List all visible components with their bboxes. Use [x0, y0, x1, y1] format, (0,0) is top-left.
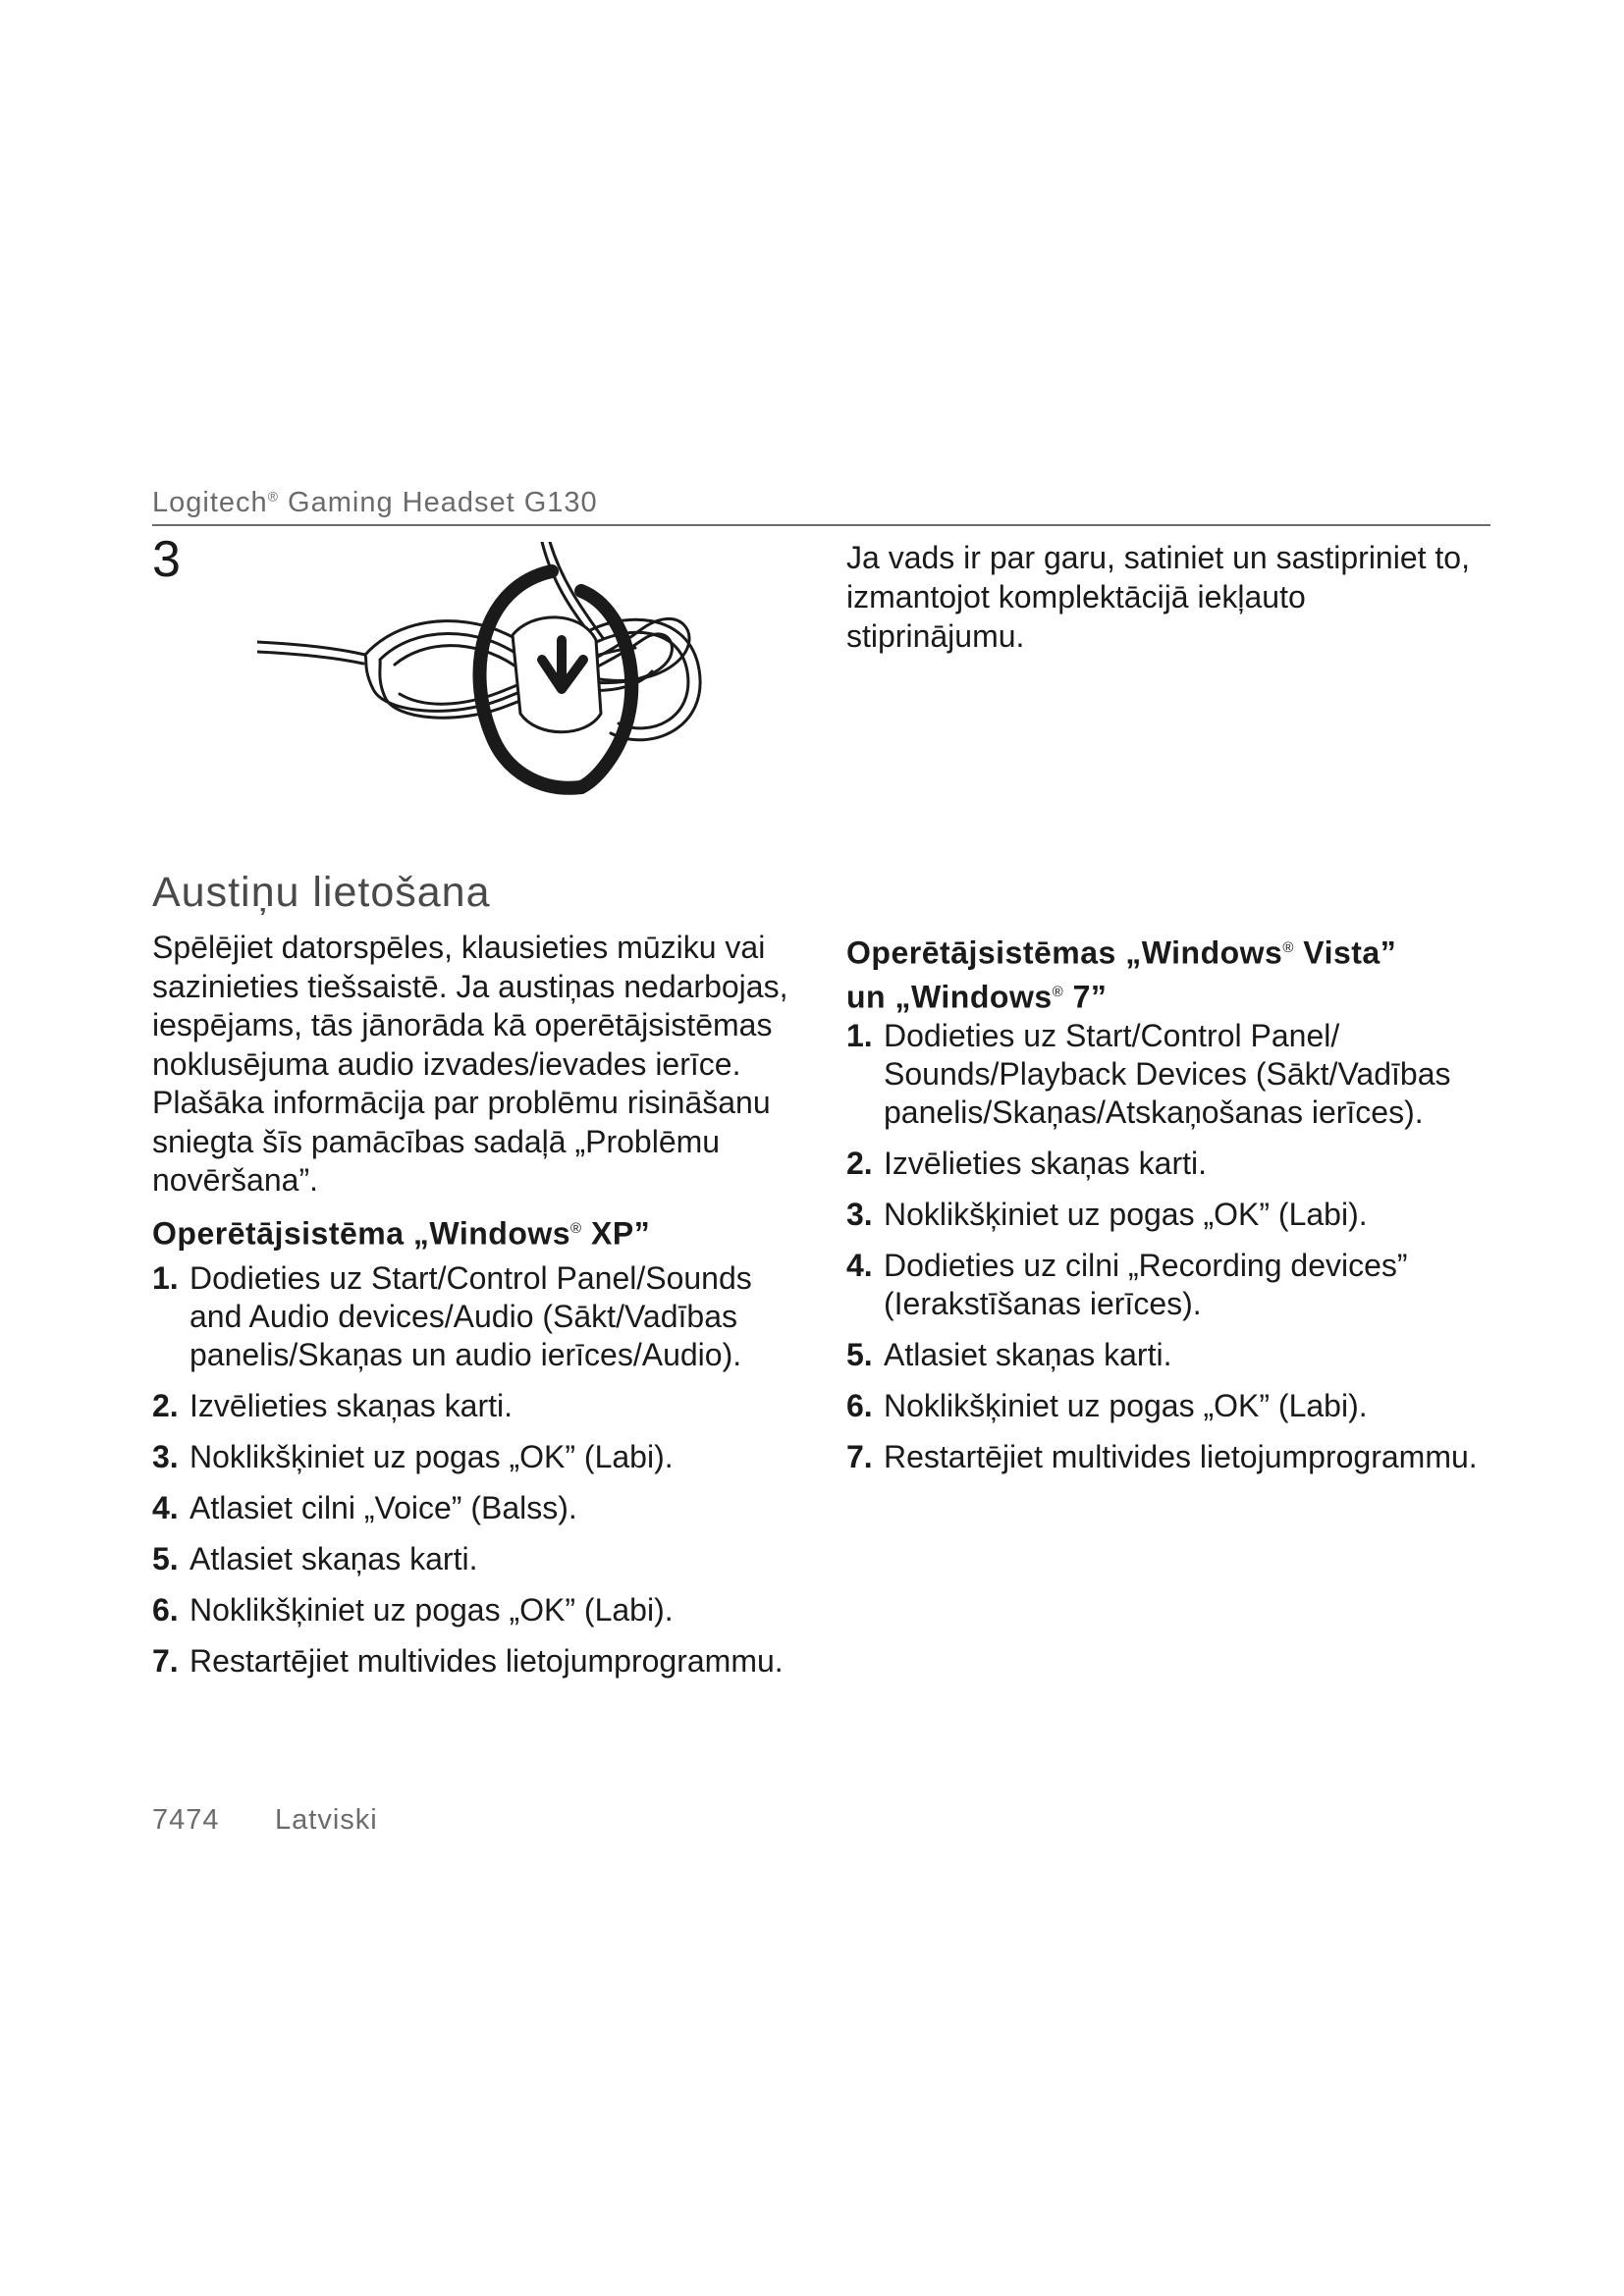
list-item [846, 1387, 1494, 1425]
vista-steps-list [846, 1017, 1494, 1489]
step-text: Noklikšķiniet uz pogas „OK” (Labi). [189, 1592, 674, 1628]
step-text: Restartējiet multivides lietojumprogrammu. [189, 1643, 784, 1679]
step-description: Ja vads ir par garu, satiniet un sastipriniet to, izmantojot komplektācijā iekļauto stiprinājumu. [846, 540, 1470, 654]
cable-tie-icon [257, 542, 709, 822]
step-index: 2. [152, 1388, 179, 1423]
step-text: Atlasiet skaņas karti. [189, 1541, 478, 1576]
step-text: Atlasiet skaņas karti. [884, 1337, 1172, 1372]
vista-heading-part: 7” [1063, 979, 1108, 1015]
step-text: Noklikšķiniet uz pogas „OK” (Labi). [189, 1439, 674, 1474]
xp-heading-part: XP” [581, 1215, 651, 1252]
list-item [846, 1017, 1494, 1132]
step-text: Noklikšķiniet uz pogas „OK” (Labi). [884, 1197, 1368, 1232]
step-text: Atlasiet cilni „Voice” (Balss). [189, 1490, 577, 1525]
step-index: 2. [846, 1146, 873, 1181]
step-index: 6. [846, 1388, 873, 1423]
product-name: Gaming Headset G130 [278, 487, 598, 518]
registered-mark: ® [267, 488, 279, 505]
vista-heading-part: un „Windows [846, 979, 1053, 1015]
step-text: Restartējiet multivides lietojumprogrammu. [884, 1439, 1478, 1474]
step-index: 5. [152, 1541, 179, 1576]
step-index: 4. [846, 1248, 873, 1283]
step-number: 3 [152, 531, 181, 588]
footer-language: Latviski [275, 1804, 378, 1836]
header-divider [152, 524, 1490, 526]
list-item [152, 1540, 800, 1578]
list-item [846, 1247, 1494, 1323]
step-index: 7. [152, 1643, 179, 1679]
section-intro: Spēlējiet datorspēles, klausieties mūziku vai sazinieties tiešsaistē. Ja austiņas nedarbojas, iespējams, tās jānorāda kā operētājsistēmas noklusējuma audio izvades/ievades ierīce. Plašāka informācija par problēmu risināšanu sniegta šīs pamācības sadaļā „Problēmu novēršana”. [152, 930, 788, 1198]
registered-mark: ® [1282, 939, 1294, 956]
list-item [846, 1336, 1494, 1374]
registered-mark: ® [1052, 983, 1064, 1000]
list-item [152, 1387, 800, 1425]
step-index: 1. [846, 1018, 873, 1053]
xp-steps-list [152, 1259, 800, 1693]
xp-heading [152, 1209, 650, 1254]
list-item [152, 1591, 800, 1629]
step-text: Dodieties uz Start/Control Panel/ Sounds/Playback Devices (Sākt/Vadības panelis/Skaņas/Atskaņošanas ierīces). [884, 1018, 1451, 1130]
step-index: 6. [152, 1592, 179, 1628]
document-header [152, 487, 598, 519]
step-index: 5. [846, 1337, 873, 1372]
registered-mark: ® [570, 1220, 582, 1237]
step-index: 3. [846, 1197, 873, 1232]
list-item [152, 1438, 800, 1476]
step-index: 3. [152, 1439, 179, 1474]
vista-heading-part: Operētājsistēmas „Windows [846, 934, 1283, 971]
step-index: 1. [152, 1260, 179, 1296]
list-item [152, 1259, 800, 1374]
list-item [846, 1145, 1494, 1183]
list-item [152, 1489, 800, 1527]
step-index: 4. [152, 1490, 179, 1525]
list-item [152, 1642, 800, 1681]
step-text: Noklikšķiniet uz pogas „OK” (Labi). [884, 1388, 1368, 1423]
list-item [846, 1438, 1494, 1476]
section-title: Austiņu lietošana [152, 869, 491, 916]
vista-heading-part: Vista” [1293, 934, 1397, 971]
vista-heading [846, 929, 1494, 1016]
step-text: Dodieties uz Start/Control Panel/Sounds and Audio devices/Audio (Sākt/Vadības panelis/Skaņas un audio ierīces/Audio). [189, 1260, 752, 1372]
step-text: Izvēlieties skaņas karti. [884, 1146, 1208, 1181]
step-index: 7. [846, 1439, 873, 1474]
page-number: 7474 [152, 1804, 220, 1836]
step-text: Izvēlieties skaņas karti. [189, 1388, 514, 1423]
list-item [846, 1196, 1494, 1234]
step-text: Dodieties uz cilni „Recording devices” (Ierakstīšanas ierīces). [884, 1248, 1408, 1321]
brand-name: Logitech [152, 487, 268, 518]
xp-heading-part: Operētājsistēma „Windows [152, 1215, 571, 1252]
